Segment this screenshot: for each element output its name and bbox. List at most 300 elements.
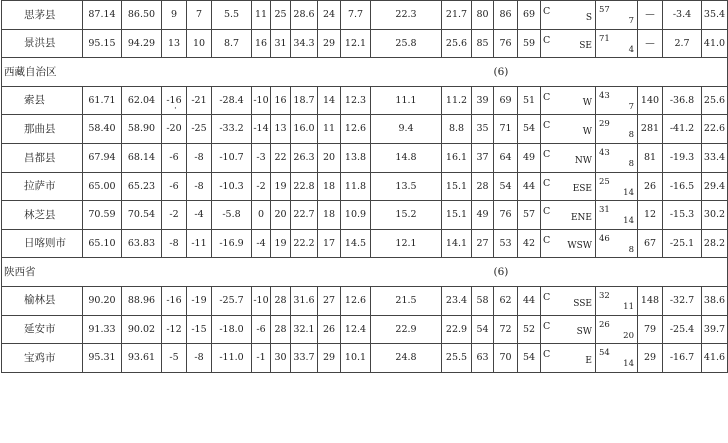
data-cell: 22.9 [442,315,472,344]
data-cell: 10.9 [341,201,371,230]
data-cell: 70.59 [83,201,122,230]
wind-direction: ESE [572,184,592,195]
frequency-upper: 57 [599,5,610,15]
frequency-upper: 46 [599,233,610,244]
table-row [2,286,728,315]
calm-label: C [543,234,551,246]
data-cell: 281 [638,115,663,144]
data-cell: 26 [318,315,341,344]
data-cell: 19 [271,229,291,258]
data-cell: 16 [271,86,291,115]
dot-mark: · [174,103,177,114]
data-cell: -25.7 [212,286,252,315]
data-cell: 30 [271,344,291,373]
data-cell: -19.3 [663,143,702,172]
data-cell: 24.8 [371,344,442,373]
data-cell: 58 [472,286,494,315]
data-cell: 31 [271,29,291,58]
data-cell: -25.4 [663,315,702,344]
data-cell: 27 [472,229,494,258]
data-cell: -5 [162,344,187,373]
data-cell: 64 [494,143,518,172]
data-cell: -10.3 [212,172,252,201]
data-cell: 15.1 [442,172,472,201]
data-cell: 70 [494,344,518,373]
data-cell [162,86,187,115]
table-row [2,344,728,373]
data-cell: 67 [638,229,663,258]
station-name: 榆林县 [2,286,83,315]
data-cell: 90.02 [122,315,162,344]
wind-frequency-cell [596,201,638,230]
wind-direction: SW [576,327,592,338]
station-count-note: (6) [494,58,541,87]
table-row [2,172,728,201]
data-cell: -16.9 [212,229,252,258]
data-cell: 25.5 [442,344,472,373]
frequency-upper: 71 [599,33,610,44]
data-cell: 21.7 [442,1,472,30]
calm-label: C [543,34,551,46]
data-cell: 12.6 [341,115,371,144]
frequency-upper: 25 [599,176,610,187]
data-cell: 39 [472,86,494,115]
station-name: 索县 [2,86,83,115]
data-cell: 140 [638,86,663,115]
wind-direction: WSW [567,241,592,252]
data-cell: 18 [318,201,341,230]
blank-span [83,58,494,87]
data-cell: -15 [187,315,212,344]
data-cell: -3.4 [663,1,702,30]
wind-direction: ENE [570,212,592,223]
data-cell: 67.94 [83,143,122,172]
data-cell: 14.5 [341,229,371,258]
wind-direction-cell [541,143,596,172]
table-body [2,1,728,373]
frequency-upper: 31 [599,205,610,216]
data-cell: 59 [518,29,541,58]
data-cell: 91.33 [83,315,122,344]
frequency-upper: 26 [599,319,610,330]
data-cell: 72 [494,315,518,344]
data-cell: 12.1 [371,229,442,258]
wind-direction-cell [541,286,596,315]
data-cell: 8.7 [212,29,252,58]
data-cell: 10 [187,29,212,58]
calm-label: C [543,120,551,132]
data-cell: -2 [252,172,271,201]
data-cell: 13 [271,115,291,144]
data-cell: — [638,1,663,30]
data-cell: -6 [162,143,187,172]
data-cell: 65.00 [83,172,122,201]
province-header-row [2,58,728,87]
data-cell: 93.61 [122,344,162,373]
frequency-upper: 29 [599,119,610,130]
data-cell: 85 [472,29,494,58]
wind-direction-cell [541,344,596,373]
data-cell: 54 [518,115,541,144]
data-cell: 95.31 [83,344,122,373]
data-cell: 30.2 [702,201,728,230]
table-row [2,86,728,115]
frequency-upper: 54 [599,348,610,359]
wind-direction-cell [541,229,596,258]
data-cell: -12 [162,315,187,344]
data-cell: -25.1 [663,229,702,258]
data-cell: 86 [494,1,518,30]
data-cell: -41.2 [663,115,702,144]
data-cell: 25.6 [702,86,728,115]
frequency-lower: 8 [628,159,634,170]
data-cell: 22.6 [702,115,728,144]
data-cell: 32.1 [291,315,318,344]
data-cell: -28.4 [212,86,252,115]
wind-frequency-cell [596,344,638,373]
data-cell: 81 [638,143,663,172]
calm-label: C [543,349,551,361]
data-cell: -10.7 [212,143,252,172]
data-cell: 28.2 [702,229,728,258]
data-cell: 29 [318,29,341,58]
frequency-lower: 7 [628,16,634,27]
data-cell: 14.8 [371,143,442,172]
climate-data-table [1,0,728,373]
data-cell: 18.7 [291,86,318,115]
blank-span [541,258,728,287]
data-cell: 13.5 [371,172,442,201]
table-row [2,29,728,58]
data-cell: 76 [494,29,518,58]
station-count-note: (6) [494,258,541,287]
data-cell: -8 [187,172,212,201]
data-cell: 61.71 [83,86,122,115]
data-cell: -36.8 [663,86,702,115]
wind-direction-cell [541,201,596,230]
station-name: 那曲县 [2,115,83,144]
wind-direction: E [585,355,592,366]
data-cell: -8 [187,143,212,172]
wind-direction: NW [574,155,592,166]
data-cell: -16.7 [663,344,702,373]
calm-label: C [543,6,551,17]
data-cell: 63.83 [122,229,162,258]
data-cell: 12.4 [341,315,371,344]
data-cell: 11.8 [341,172,371,201]
calm-label: C [543,320,551,332]
station-name: 日喀则市 [2,229,83,258]
province-name: 西藏自治区 [2,58,83,87]
data-cell: 28 [472,172,494,201]
station-name: 拉萨市 [2,172,83,201]
frequency-lower: 20 [623,330,634,341]
wind-frequency-cell [596,172,638,201]
data-cell: 88.96 [122,286,162,315]
data-cell: -33.2 [212,115,252,144]
frequency-lower: 14 [623,216,634,227]
data-cell: 42 [518,229,541,258]
data-cell: 49 [518,143,541,172]
data-cell: 9 [162,1,187,30]
data-cell: 8.8 [442,115,472,144]
frequency-lower: 14 [623,359,634,370]
data-cell: 51 [518,86,541,115]
data-cell: -4 [187,201,212,230]
data-cell: -14 [252,115,271,144]
data-cell: 22 [271,143,291,172]
data-cell: -18.0 [212,315,252,344]
data-cell: -10 [252,86,271,115]
wind-frequency-cell [596,143,638,172]
wind-direction-cell [541,29,596,58]
data-cell: 69 [518,1,541,30]
data-cell: 23.4 [442,286,472,315]
data-cell: 14 [318,86,341,115]
table-row [2,115,728,144]
data-cell: -3 [252,143,271,172]
data-cell: 19 [271,172,291,201]
data-cell: 54 [472,315,494,344]
data-cell: 31.6 [291,286,318,315]
data-cell: 7.7 [341,1,371,30]
data-cell: 80 [472,1,494,30]
data-cell: 22.7 [291,201,318,230]
data-cell: 20 [318,143,341,172]
province-header-row [2,258,728,287]
data-cell: 9.4 [371,115,442,144]
data-cell: 62 [494,286,518,315]
data-cell: 12.1 [341,29,371,58]
data-cell: 25.6 [442,29,472,58]
data-cell: 16 [252,29,271,58]
station-name: 宝鸡市 [2,344,83,373]
data-cell: 26 [638,172,663,201]
data-cell: 5.5 [212,1,252,30]
frequency-lower: 8 [628,244,634,255]
data-cell: 44 [518,286,541,315]
data-cell: -6 [162,172,187,201]
data-cell: -11 [187,229,212,258]
data-cell: -21 [187,86,212,115]
data-cell: 24 [318,1,341,30]
data-cell: 65.10 [83,229,122,258]
data-cell: 22.9 [371,315,442,344]
data-cell: -16 [162,286,187,315]
frequency-upper: 32 [599,290,610,301]
table-row [2,201,728,230]
data-cell: 34.3 [291,29,318,58]
data-cell: 41.6 [702,344,728,373]
data-cell: 22.8 [291,172,318,201]
data-cell: 28 [271,315,291,344]
data-cell: -6 [252,315,271,344]
calm-label: C [543,91,551,103]
data-cell: 7 [187,1,212,30]
data-cell: 63 [472,344,494,373]
frequency-upper: 43 [599,147,610,158]
data-cell: 25 [271,1,291,30]
data-cell: 38.6 [702,286,728,315]
data-cell: 11 [252,1,271,30]
data-cell: 79 [638,315,663,344]
data-cell: 58.40 [83,115,122,144]
data-cell: 54 [494,172,518,201]
wind-frequency-cell [596,315,638,344]
data-cell: 21.5 [371,286,442,315]
data-cell: 58.90 [122,115,162,144]
data-cell: -32.7 [663,286,702,315]
data-cell: 17 [318,229,341,258]
data-cell: 18 [318,172,341,201]
data-cell: -4 [252,229,271,258]
data-cell: 12.6 [341,286,371,315]
data-cell: 37 [472,143,494,172]
data-cell: 28 [271,286,291,315]
province-name: 陕西省 [2,258,83,287]
calm-label: C [543,291,551,303]
data-cell: -10 [252,286,271,315]
data-cell: 33.4 [702,143,728,172]
data-cell: 53 [494,229,518,258]
data-cell: 11 [318,115,341,144]
data-cell: 70.54 [122,201,162,230]
data-cell: 62.04 [122,86,162,115]
wind-frequency-cell [596,86,638,115]
wind-frequency-cell [596,115,638,144]
data-cell: 95.15 [83,29,122,58]
wind-direction: W [582,98,592,109]
data-cell: 68.14 [122,143,162,172]
data-cell: 11.1 [371,86,442,115]
data-cell: 25.8 [371,29,442,58]
cell-value: -16 [166,94,182,106]
wind-frequency-cell [596,229,638,258]
data-cell: -20 [162,115,187,144]
station-name: 思茅县 [2,1,83,30]
data-cell: 71 [494,115,518,144]
data-cell: 12 [638,201,663,230]
data-cell: 27 [318,286,341,315]
wind-direction-cell [541,315,596,344]
data-cell: 44 [518,172,541,201]
data-cell: 11.2 [442,86,472,115]
frequency-lower: 4 [628,44,634,55]
wind-direction: W [582,126,592,137]
data-cell: 0 [252,201,271,230]
data-cell: 33.7 [291,344,318,373]
wind-direction-cell [541,1,596,30]
wind-direction: SE [579,41,592,52]
calm-label: C [543,177,551,189]
table-row [2,1,728,30]
data-cell: 86.50 [122,1,162,30]
station-name: 景洪县 [2,29,83,58]
data-cell: 15.1 [442,201,472,230]
blank-span [541,58,728,87]
data-cell: 15.2 [371,201,442,230]
data-cell: 16.0 [291,115,318,144]
wind-direction-cell [541,86,596,115]
data-cell: 65.23 [122,172,162,201]
table-row [2,143,728,172]
data-cell: -8 [162,229,187,258]
wind-direction: S [585,12,592,23]
wind-frequency-cell [596,1,638,30]
data-cell: 90.20 [83,286,122,315]
data-cell: 29 [638,344,663,373]
wind-direction-cell [541,115,596,144]
wind-frequency-cell [596,29,638,58]
data-cell: -11.0 [212,344,252,373]
data-cell: 148 [638,286,663,315]
data-cell: 29 [318,344,341,373]
station-name: 延安市 [2,315,83,344]
data-cell: 16.1 [442,143,472,172]
table-row [2,229,728,258]
calm-label: C [543,148,551,160]
data-cell: 54 [518,344,541,373]
data-cell: 20 [271,201,291,230]
data-cell: 22.3 [371,1,442,30]
data-cell: 39.7 [702,315,728,344]
wind-direction-cell [541,172,596,201]
data-cell: 87.14 [83,1,122,30]
data-cell: -19 [187,286,212,315]
blank-span [83,258,494,287]
data-cell: -2 [162,201,187,230]
data-cell: -25 [187,115,212,144]
data-cell: 22.2 [291,229,318,258]
wind-frequency-cell [596,286,638,315]
data-cell: -5.8 [212,201,252,230]
data-cell: — [638,29,663,58]
data-cell: 12.3 [341,86,371,115]
data-cell: -8 [187,344,212,373]
station-name: 昌都县 [2,143,83,172]
data-cell: -15.3 [663,201,702,230]
data-cell: 94.29 [122,29,162,58]
frequency-lower: 8 [628,130,634,141]
data-cell: 49 [472,201,494,230]
frequency-lower: 11 [623,302,634,313]
data-cell: 10.1 [341,344,371,373]
station-name: 林芝县 [2,201,83,230]
data-cell: 76 [494,201,518,230]
frequency-upper: 43 [599,90,610,101]
data-cell: 41.0 [702,29,728,58]
data-cell: 35 [472,115,494,144]
data-cell: 2.7 [663,29,702,58]
data-cell: 14.1 [442,229,472,258]
data-cell: 26.3 [291,143,318,172]
data-cell: 35.4 [702,1,728,30]
data-cell: -16.5 [663,172,702,201]
data-cell: 28.6 [291,1,318,30]
data-cell: 29.4 [702,172,728,201]
data-cell: 52 [518,315,541,344]
calm-label: C [543,206,551,218]
data-cell: 13.8 [341,143,371,172]
data-cell: 13 [162,29,187,58]
data-cell: 69 [494,86,518,115]
data-cell: -1 [252,344,271,373]
frequency-lower: 7 [628,101,634,112]
frequency-lower: 14 [623,187,634,198]
table-row [2,315,728,344]
data-cell: 57 [518,201,541,230]
wind-direction: SSE [573,298,592,309]
